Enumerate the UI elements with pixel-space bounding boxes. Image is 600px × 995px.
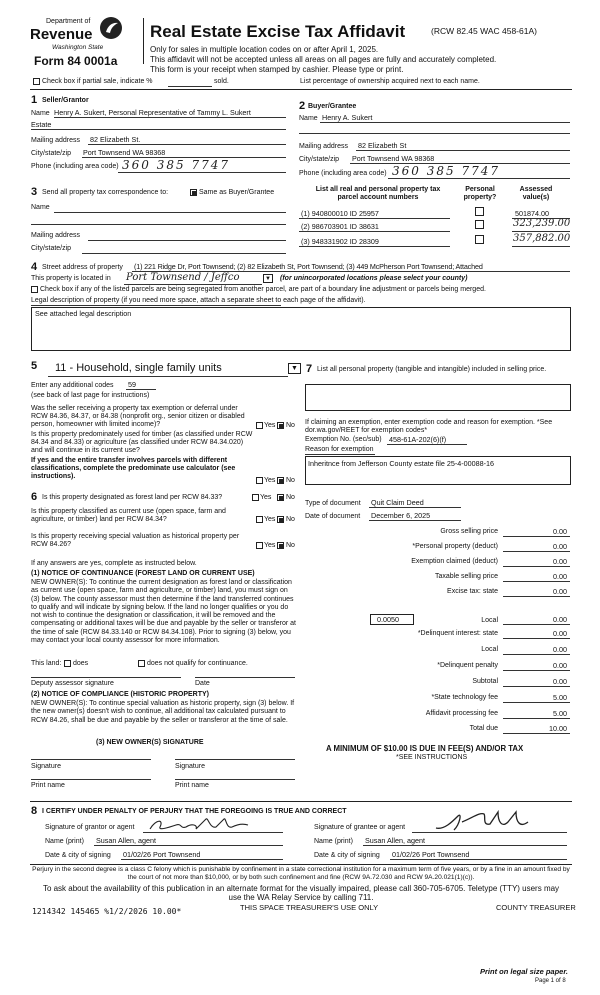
state-label: Washington State <box>52 44 104 51</box>
personal-property-box[interactable] <box>305 384 571 411</box>
grantee-signature-label: Signature of grantee or agent <box>314 824 406 831</box>
grantor-name-field[interactable]: Susan Allen, agent <box>96 836 156 845</box>
grantee-date-label: Date & city of signing <box>314 852 380 859</box>
parcel-1-value[interactable]: 501874.00 <box>515 209 549 218</box>
exemption-reason-label: Reason for exemption <box>305 446 374 453</box>
see-back-note: (see back of last page for instructions) <box>31 392 150 399</box>
grantor-date-field[interactable]: 01/02/26 Port Townsend <box>123 850 201 859</box>
land-does-label: does <box>73 660 89 667</box>
gross-selling-price-value[interactable]: 0.00 <box>553 527 567 536</box>
section-6-number: 6 <box>31 491 38 503</box>
local-tax-label: Local <box>481 617 498 624</box>
parcel-2-id[interactable]: (2) 986703901 ID 38631 <box>301 222 379 231</box>
doc-type-label: Type of document <box>305 500 361 507</box>
exemption-reason-value: Inheritnce from Jefferson County estate file 25-4-00088-16 <box>308 459 495 468</box>
personal-property-deduct-value[interactable]: 0.00 <box>553 542 567 551</box>
q-forest-yes-checkbox[interactable] <box>252 494 259 501</box>
new-owner-signature-1[interactable]: Signature <box>31 763 61 770</box>
located-in-select[interactable]: Port Townsend / Jeffco <box>126 272 240 283</box>
grantor-date-label: Date & city of signing <box>45 852 111 859</box>
personal-col-header: Personal property? <box>463 186 497 202</box>
land-does-checkbox[interactable] <box>64 660 71 667</box>
legal-description-label: Legal description of property (if you need more space, attach a separate sheet to each page of the affidavit). <box>31 297 366 304</box>
q-current-use-yes-checkbox[interactable] <box>256 516 263 523</box>
buyer-phone-label: Phone (including area code) <box>299 170 387 177</box>
buyer-mailing-label: Mailing address <box>299 143 349 150</box>
section-2-number: 2 <box>299 100 306 112</box>
new-owner-signature-2[interactable]: Signature <box>175 763 205 770</box>
header-line-1: Only for sales in multiple location codes on or after April 1, 2025. <box>150 45 379 54</box>
q-timber-no-checkbox[interactable] <box>277 477 284 484</box>
personal-property-deduct-label: *Personal property (deduct) <box>412 543 498 550</box>
buyer-heading: Buyer/Grantee <box>308 103 357 110</box>
q-historic-yes-checkbox[interactable] <box>256 542 263 549</box>
revenue-logo-icon <box>99 16 123 40</box>
local-tax-value[interactable]: 0.00 <box>553 615 567 624</box>
page-number: Page 1 of 8 <box>535 978 566 984</box>
parcel-3-id[interactable]: (3) 948331902 ID 28309 <box>301 237 379 246</box>
q-exemption-no-label: No <box>286 422 295 429</box>
seller-mailing-label: Mailing address <box>31 137 81 144</box>
q-exemption-yes-checkbox[interactable] <box>256 422 263 429</box>
see-instructions-note: *SEE INSTRUCTIONS <box>396 754 468 761</box>
county-treasurer-label: COUNTY TREASURER <box>496 903 576 912</box>
q-historic-text: Is this property receiving special valuation as historical property per RCW 84.26? <box>31 533 240 548</box>
buyer-name-label: Name <box>299 115 318 122</box>
new-owner-print-name-2[interactable]: Print name <box>175 782 209 789</box>
seller-phone-label: Phone (including area code) <box>31 163 119 170</box>
header-line-2: This affidavit will not be accepted unless all areas on all pages are fully and accurately completed. <box>150 55 497 64</box>
state-technology-fee-value[interactable]: 5.00 <box>553 693 567 702</box>
buyer-city-field[interactable]: Port Townsend WA 98368 <box>352 154 435 163</box>
doc-type-field[interactable]: Quit Claim Deed <box>371 498 424 507</box>
deputy-date-label: Date <box>195 680 210 687</box>
correspondence-city-label: City/state/zip <box>31 245 72 252</box>
street-address-field[interactable]: (1) 221 Ridge Dr, Port Townsend; (2) 82 Elizabeth St, Port Townsend; (3) 449 McPherson Port Townsend; Attached <box>134 262 483 271</box>
q-historic-no-checkbox[interactable] <box>277 542 284 549</box>
buyer-name-field[interactable]: Henry A. Sukert <box>322 113 373 122</box>
q-forest-no-label: No <box>286 494 295 501</box>
doc-date-field[interactable]: December 6, 2025 <box>371 511 431 520</box>
buyer-phone-field[interactable]: 360 385 7747 <box>392 164 500 178</box>
section-8-number: 8 <box>31 805 38 817</box>
q-exemption-text: Was the seller receiving a property tax exemption or deferral under RCW 84.36, 84.37, or 84.38 (nonprofit org., senior citizen or disabled person, homeowner with limited income)? <box>31 405 245 428</box>
taxable-selling-price-label: Taxable selling price <box>434 573 498 580</box>
q-current-use-yes-label: Yes <box>264 516 276 523</box>
this-land-label: This land: <box>31 660 62 667</box>
parcel-col-header: List all real and personal property tax parcel account numbers <box>315 186 441 202</box>
partial-sold-label: sold. <box>214 78 229 85</box>
ownership-note: List percentage of ownership acquired next to each name. <box>300 78 480 85</box>
minimum-due-note: A MINIMUM OF $10.00 IS DUE IN FEE(S) AND/OR TAX <box>326 744 524 753</box>
q-timber-no-label: No <box>286 477 295 484</box>
q-current-use-no-label: No <box>286 516 295 523</box>
treasurer-use-only: THIS SPACE TREASURER'S USE ONLY <box>240 903 379 912</box>
excise-tax-state-label: Excise tax: state <box>447 588 498 595</box>
q-forest-text: Is this property designated as forest land per RCW 84.33? <box>42 494 223 501</box>
seller-heading: Seller/Grantor <box>42 97 89 104</box>
parcel-2-value[interactable]: 323,239.00 <box>513 218 571 229</box>
delinquent-penalty-label: *Delinquent penalty <box>437 662 498 669</box>
deputy-signature-label: Deputy assessor signature <box>31 680 114 687</box>
affidavit-processing-fee-value[interactable]: 5.00 <box>553 709 567 718</box>
personal-property-label: List all personal property (tangible and intangible) included in selling price. <box>317 366 547 373</box>
land-does-not-checkbox[interactable] <box>138 660 145 667</box>
correspondence-label: Send all property tax correspondence to: <box>42 189 169 196</box>
parcel-2-personal-checkbox[interactable] <box>475 220 484 229</box>
same-as-buyer-label: Same as Buyer/Grantee <box>199 189 275 196</box>
grantor-name-label: Name (print) <box>45 838 84 845</box>
state-technology-fee-label: *State technology fee <box>431 694 498 701</box>
notice-compliance-body: NEW OWNER(S): To continue special valuation as historic property, sign (3) below. If the new owner(s) doesn't wish to continue, all additional tax calculated pursuant to RCW 84.26, shall be due and payable by the seller or transferor at the time of sale. <box>31 700 295 724</box>
additional-codes-label: Enter any additional codes <box>31 382 114 389</box>
segregated-checkbox[interactable] <box>31 286 38 293</box>
new-owner-signature-heading: (3) NEW OWNER(S) SIGNATURE <box>96 739 204 746</box>
dept-of-label: Department of <box>46 18 91 25</box>
q-timber-text: Is this property predominately used for timber (as classified under RCW 84.34 and 84.33) or agriculture (as classified under RCW 84.34.020) and will continue in its current use? <box>31 431 253 454</box>
chevron-down-icon[interactable]: ▼ <box>288 363 301 374</box>
delinquent-interest-state-label: *Delinquent interest: state <box>417 630 498 637</box>
partial-sale-checkbox[interactable] <box>33 78 40 85</box>
delinquent-interest-state-value[interactable]: 0.00 <box>553 629 567 638</box>
form-rcw: (RCW 82.45 WAC 458-61A) <box>431 26 537 36</box>
section-3-number: 3 <box>31 186 38 198</box>
gross-selling-price-label: Gross selling price <box>440 528 498 535</box>
land-does-not-label: does not qualify for continuance. <box>147 660 248 667</box>
legal-description-value: See attached legal description <box>35 309 132 318</box>
total-due-label: Total due <box>469 725 498 732</box>
alt-format-notice: To ask about the availability of this publication in an alternate format for the visually impaired, please call 360-705-6705. Teletype (TTY) users may use the WA Relay Service by calling 711. <box>42 884 560 902</box>
revenue-wordmark: Revenue <box>30 26 93 43</box>
buyer-city-label: City/state/zip <box>299 156 340 163</box>
q-forest-yes-label: Yes <box>260 494 272 501</box>
correspondence-name-label: Name <box>31 204 50 211</box>
partial-sale-label: Check box if partial sale, indicate % <box>42 78 153 85</box>
seller-name-line2[interactable]: Estate <box>31 120 52 129</box>
located-in-label: This property is located in <box>31 275 111 282</box>
correspondence-mailing-label: Mailing address <box>31 232 81 239</box>
perjury-notice: Perjury in the second degree is a class C felony which is punishable by confinement in a state correctional institution for a maximum term of five years, or by a fine in an amount fixed by the court of not more than $10,000, or by both such confinement and fine (RCW 9A.72.030 and RCW 9A.20.021(1)(c)). <box>32 866 570 881</box>
grantee-name-field[interactable]: Susan Allen, agent <box>365 836 425 845</box>
q-historic-no-label: No <box>286 542 295 549</box>
seller-mailing-field[interactable]: 82 Elizabeth St. <box>90 135 141 144</box>
delinquent-interest-local-value[interactable]: 0.00 <box>553 645 567 654</box>
assessed-col-header: Assessed value(s) <box>519 186 553 202</box>
local-rate-value: 0.0050 <box>377 615 399 624</box>
notice-continuance-title: (1) NOTICE OF CONTINUANCE (FOREST LAND OR CURRENT USE) <box>31 570 255 577</box>
seller-city-label: City/state/zip <box>31 150 72 157</box>
any-yes-note: If any answers are yes, complete as instructed below. <box>31 560 197 567</box>
grantee-signature[interactable] <box>432 808 542 834</box>
affidavit-processing-fee-label: Affidavit processing fee <box>425 710 498 717</box>
delinquent-interest-local-label: Local <box>481 646 498 653</box>
section-4-number: 4 <box>31 261 38 273</box>
parcel-1-id[interactable]: (1) 940800010 ID 25957 <box>301 209 379 218</box>
segregated-note: Check box if any of the listed parcels are being segregated from another parcel, are part of a boundary line adjustment or parcels being merged. <box>40 286 486 293</box>
q-timber-yes-label: Yes <box>264 477 276 484</box>
exemption-intro: If claiming an exemption, enter exemption code and reason for exemption. *See dor.wa.gov/REET for exemption codes* <box>305 419 553 434</box>
excise-tax-state-value[interactable]: 0.00 <box>553 587 567 596</box>
seller-phone-field[interactable]: 360 385 7747 <box>122 158 230 172</box>
subtotal-value[interactable]: 0.00 <box>553 677 567 686</box>
legal-size-note: Print on legal size paper. <box>480 967 568 976</box>
buyer-mailing-field[interactable]: 82 Elizabeth St <box>358 141 407 150</box>
parcel-3-personal-checkbox[interactable] <box>475 235 484 244</box>
delinquent-penalty-value[interactable]: 0.00 <box>553 661 567 670</box>
q-historic-yes-label: Yes <box>264 542 276 549</box>
q-exemption-no-checkbox[interactable] <box>277 422 284 429</box>
parcel-3-value[interactable]: 357,882.00 <box>513 233 571 244</box>
header-line-3: This form is your receipt when stamped by cashier. Please type or print. <box>150 65 404 74</box>
exemption-no-label: Exemption No. (sec/sub) <box>305 436 382 443</box>
seller-name-field[interactable]: Henry A. Sukert, Personal Representative of Tammy L. Sukert <box>54 108 251 117</box>
new-owner-print-name-1[interactable]: Print name <box>31 782 65 789</box>
subtotal-label: Subtotal <box>472 678 498 685</box>
notice-compliance-title: (2) NOTICE OF COMPLIANCE (HISTORIC PROPERTY) <box>31 691 209 698</box>
exemption-claimed-value[interactable]: 0.00 <box>553 557 567 566</box>
seller-city-field[interactable]: Port Townsend WA 98368 <box>83 148 166 157</box>
seller-name-label: Name <box>31 110 50 117</box>
q-timber-yes-checkbox[interactable] <box>256 477 263 484</box>
same-as-buyer-checkbox[interactable] <box>190 189 197 196</box>
section-5-number: 5 <box>31 360 38 372</box>
form-title: Real Estate Excise Tax Affidavit <box>150 22 406 41</box>
grantor-signature[interactable] <box>146 813 266 835</box>
additional-codes-field[interactable]: 59 <box>128 380 136 389</box>
q-current-use-text: Is this property classified as current use (open space, farm and agriculture, or timber) land per RCW 84.34? <box>31 508 226 523</box>
taxable-selling-price-value[interactable]: 0.00 <box>553 572 567 581</box>
q-exemption-yes-label: Yes <box>264 422 276 429</box>
q-forest-no-checkbox[interactable] <box>277 494 284 501</box>
doc-date-label: Date of document <box>305 513 361 520</box>
grantee-date-field[interactable]: 01/02/26 Port Townsend <box>392 850 470 859</box>
street-label: Street address of property <box>42 264 123 271</box>
section-1-number: 1 <box>31 94 38 106</box>
form-number: Form 84 0001a <box>34 54 118 68</box>
section-7-number: 7 <box>306 363 313 375</box>
cashier-stamp: 1214342 145465 %1/2/2026 10.00* <box>32 907 182 916</box>
use-code-select[interactable]: 11 - Household, single family units <box>55 362 222 374</box>
grantor-signature-label: Signature of grantor or agent <box>45 824 135 831</box>
chevron-down-icon[interactable]: ▼ <box>263 274 273 283</box>
parcel-1-personal-checkbox[interactable] <box>475 207 484 216</box>
grantee-name-label: Name (print) <box>314 838 353 845</box>
notice-continuance-body: NEW OWNER(S): To continue the current designation as forest land or classification as current use (open space, farm and agriculture, or timber) land, you must sign on (3) below. The county assessor must then determine if the land transferred continues to qualify and will indicate by signing below. If the land no longer qualifies or you do not wish to continue the designation or classification, it will be removed and the compensating or additional taxes will be due and payable by the seller or transferor at the time of sale (RCW 84.33.140 or RCW 84.34.108). Prior to signing (3) below, you may contact your local county assessor for more information. <box>31 579 296 645</box>
exemption-no-field[interactable]: 458-61A-202(6)(f) <box>389 435 447 444</box>
q-predominate-text: If yes and the entire transfer involves parcels with different classifications, complete the predominate use calculator (see instructions). <box>31 457 236 480</box>
located-note: (for unincorporated locations please select your county) <box>280 275 468 282</box>
exemption-claimed-label: Exemption claimed (deduct) <box>411 558 498 565</box>
q-current-use-no-checkbox[interactable] <box>277 516 284 523</box>
certify-statement: I CERTIFY UNDER PENALTY OF PERJURY THAT THE FOREGOING IS TRUE AND CORRECT <box>42 808 347 815</box>
total-due-value[interactable]: 10.00 <box>549 724 567 733</box>
